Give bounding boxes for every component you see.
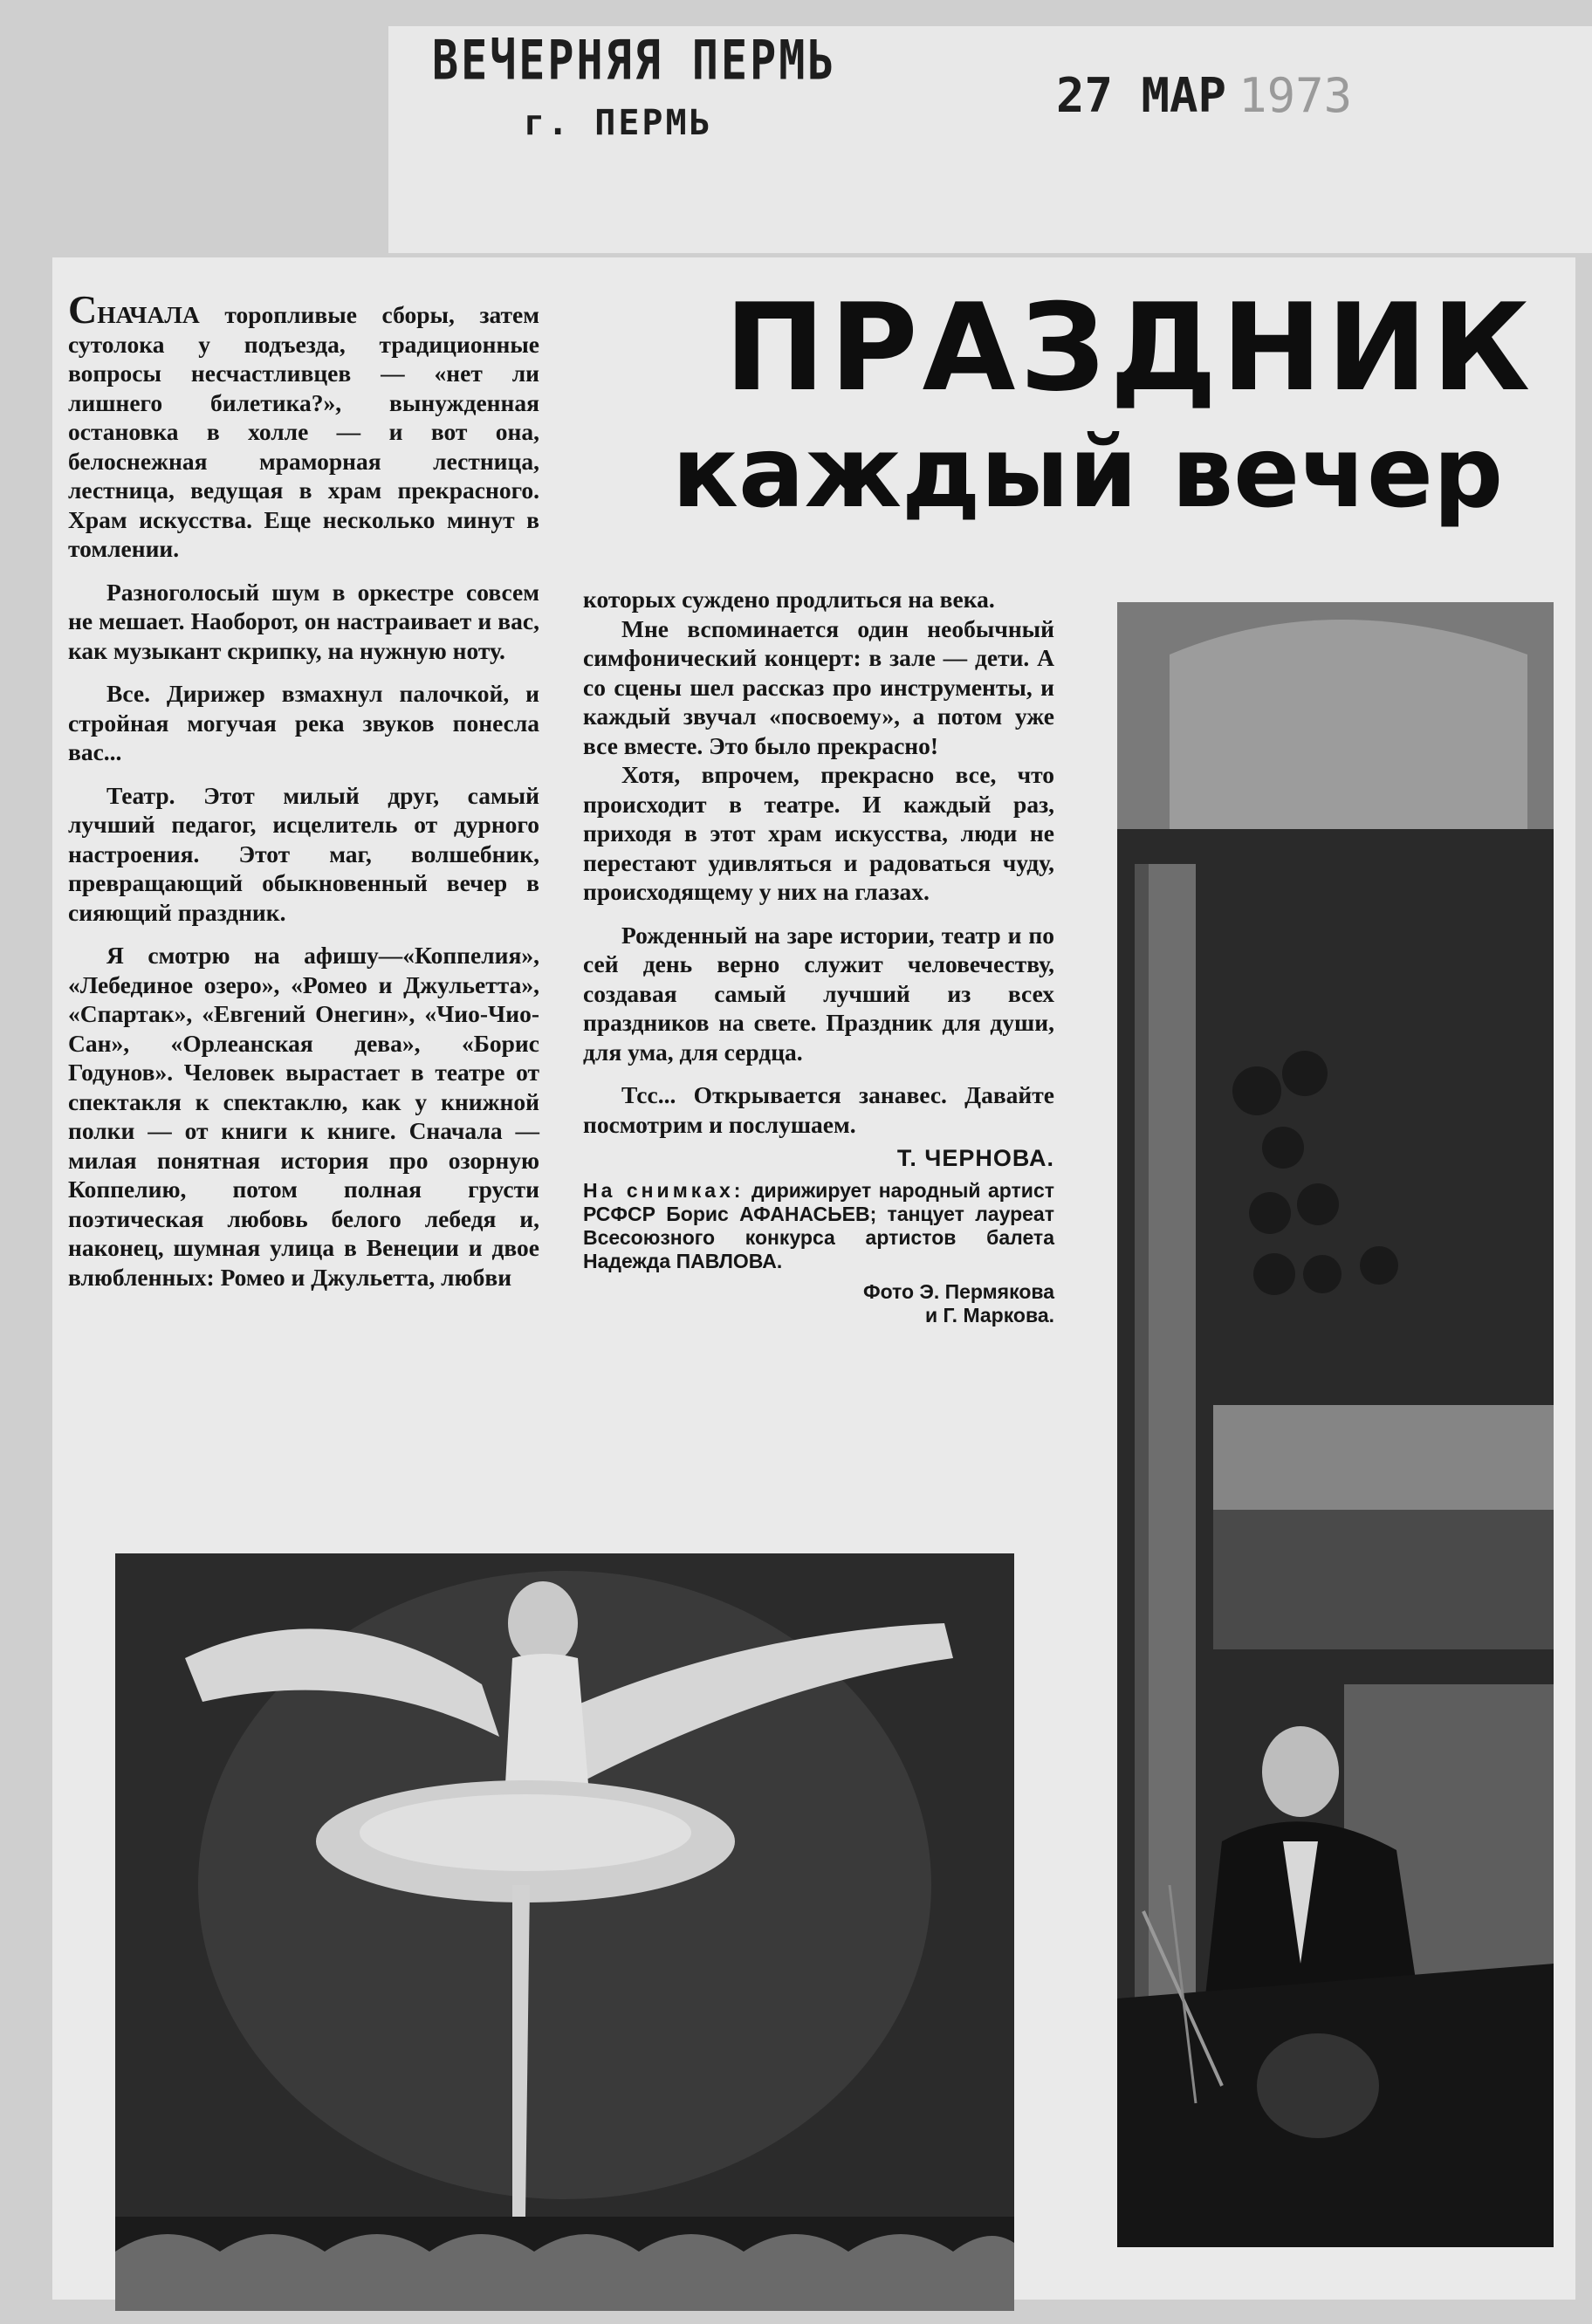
date-stamp-day: 27 МАР [1056, 68, 1227, 123]
lead-text: НАЧАЛА торопливые сборы, затем сутолока у подъезда, традиционные вопросы несчастливцев — «нет ли лишнего билетика?», вынужденная остановка в холле — и вот она, белоснежная мраморная лестница, лестница, ведущая в храм прекрасного. Храм искусства. Еще несколько минут в томлении. [68, 301, 539, 562]
photo-ballerina [115, 1553, 1014, 2311]
drop-cap: С [68, 287, 98, 332]
photo-credit [583, 1280, 1054, 1327]
paragraph: Разноголосый шум в оркестре совсем не мешает. Наоборот, он настраивает и вас, как музыкант скрипку, на нужную ноту. [68, 578, 539, 664]
paragraph: которых суждено продлиться на века. [583, 586, 995, 613]
headline-line-1: ПРАЗДНИК [724, 278, 1535, 418]
author-signature: Т. ЧЕРНОВА. [896, 1145, 1054, 1171]
paragraph: Рожденный на заре истории, театр и по сей день верно служит человечеству, создавая самый лучший из всех праздников на свете. Праздник для души, для ума, для сердца. [583, 921, 1054, 1066]
photo-credit-line: и Г. Маркова. [924, 1303, 1054, 1327]
article-column-1 [68, 287, 539, 1292]
paragraph: Театр. Этот милый друг, самый лучший педагог, исцелитель от дурного настроения. Этот маг, волшебник, превращающий обыкновенный вечер в сияющий праздник. [68, 781, 539, 926]
paragraph: Тсс... Открывается занавес. Давайте посмотрим и послушаем. [583, 1081, 1054, 1138]
paragraph: Мне вспоминается один необычный симфонический концерт: в зале — дети. А со сцены шел рассказ про инструменты, и каждый звучал «посвоему», а потом уже все вместе. Это было прекрасно! [583, 614, 1054, 759]
paragraph: Все. Дирижер взмахнул палочкой, и стройная могучая река звуков понесла вас... [68, 680, 539, 765]
article-column-2 [583, 585, 1054, 1327]
paragraph: Хотя, впрочем, прекрасно все, что происходит в театре. И каждый раз, приходя в этот храм искусства, люди не перестают удивляться и радоваться чуду, происходящему у них на глазах. [583, 761, 1054, 905]
city-stamp: г. ПЕРМЬ [524, 103, 713, 143]
headline [663, 278, 1536, 530]
publication-stamp: ВЕЧЕРНЯЯ ПЕРМЬ [432, 28, 837, 93]
photo-conductor [1117, 602, 1554, 2247]
date-stamp [1056, 68, 1352, 123]
headline-line-2: каждый вечер [672, 416, 1504, 530]
caption-text: дирижирует народный артист РСФСР Борис АФАНАСЬЕВ; танцует лауреат Всесоюзного конкурса артистов балета Надежда ПАВЛОВА. [583, 1178, 1055, 1272]
photo-credit-line: Фото Э. Пермякова [862, 1279, 1054, 1303]
caption-label: На снимках: [583, 1178, 745, 1202]
date-stamp-year: 1973 [1239, 68, 1353, 123]
paragraph: Я смотрю на афишу—«Коппелия», «Лебединое озеро», «Ромео и Джульетта», «Спартак», «Евгений Онегин», «Чио-Чио-Сан», «Орлеанская дева», «Борис Годунов». Человек вырастает в театре от спектакля к спектаклю, как у книжной полки — от книги к книге. Сначала — милая понятная история про озорную Коппелию, потом полная грусти поэтическая любовь белого лебедя и, наконец, шумная улица в Венеции и двое влюбленных: Ромео и Джульетта, любви [68, 942, 539, 1291]
paragraph-lead [68, 287, 539, 564]
photo-caption [583, 1179, 1054, 1273]
